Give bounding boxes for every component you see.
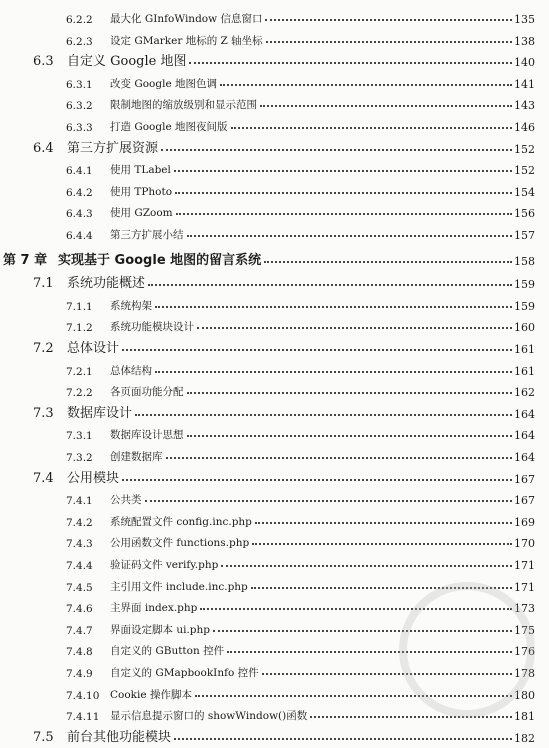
toc-page-number: 176	[514, 645, 535, 659]
toc-title: 系统功能模块设计	[110, 321, 194, 334]
dot-leader	[260, 105, 512, 107]
toc-title: 创建数据库	[110, 451, 163, 463]
toc-page-number: 171	[514, 559, 535, 572]
toc-number: 7.4.3	[66, 538, 93, 551]
toc-number: 7.5	[33, 729, 54, 745]
toc-number: 6.3.2	[66, 100, 93, 113]
toc-page-number: 164	[514, 407, 535, 421]
dot-leader	[220, 84, 512, 86]
toc-section	[0, 134, 535, 156]
dot-leader	[189, 62, 512, 64]
dot-leader	[197, 327, 512, 329]
toc-page-number: 175	[514, 623, 535, 637]
dot-leader	[145, 500, 513, 502]
toc-number: 7.4.9	[66, 668, 93, 680]
toc-chapter	[0, 246, 535, 268]
toc-page-number: 167	[514, 494, 535, 508]
toc-subsection	[0, 550, 535, 572]
toc-subsection	[0, 291, 535, 313]
toc-title: 使用 TPhoto	[110, 185, 173, 198]
toc-number: 6.2.2	[66, 14, 93, 26]
dot-leader	[174, 738, 512, 740]
toc-title: 使用 TLabel	[110, 164, 171, 177]
toc-number: 7.4.1	[66, 495, 93, 508]
toc-page-number: 182	[514, 731, 535, 745]
toc-page-number: 154	[514, 185, 535, 199]
dot-leader	[265, 19, 512, 21]
dot-leader	[174, 170, 512, 172]
toc-page-number: 158	[514, 254, 535, 268]
toc-page-number: 160	[514, 321, 535, 335]
toc-number: 7.2.2	[66, 387, 93, 400]
toc-title: 使用 GZoom	[110, 207, 173, 220]
toc-number: 7.4	[33, 470, 54, 486]
toc-number: 6.4.1	[66, 165, 93, 178]
toc-number: 7.4.10	[66, 689, 100, 702]
toc-page-number: 152	[514, 164, 535, 178]
toc-section	[0, 464, 535, 486]
toc-page-number: 161	[514, 343, 535, 356]
toc-number: 7.4.4	[66, 560, 93, 572]
toc-subsection	[0, 112, 535, 134]
toc-number: 第 7 章	[3, 252, 48, 268]
toc-number: 7.4.5	[66, 581, 93, 594]
toc-title: 公用函数文件 functions.php	[110, 537, 250, 550]
toc-page-number: 180	[514, 688, 535, 702]
toc-page-number: 164	[514, 451, 535, 464]
toc-number: 6.4.4	[66, 230, 93, 242]
toc-subsection	[0, 356, 535, 378]
toc-page-number: 152	[514, 142, 535, 156]
toc-title: 系统配置文件 config.inc.php	[110, 515, 252, 528]
toc-title: 主界面 index.php	[110, 602, 198, 615]
toc-title: 系统功能概述	[67, 276, 146, 292]
toc-title: 公共类	[110, 494, 142, 507]
toc-subsection	[0, 377, 535, 399]
toc-number: 7.4.2	[66, 516, 93, 529]
toc-title: Cookie 操作脚本	[110, 688, 192, 701]
toc-number: 7.2.1	[66, 365, 93, 378]
toc-title: 实现基于 Google 地图的留言系统	[58, 252, 262, 268]
dot-leader	[231, 127, 513, 129]
toc-title: 设定 GMarker 地标的 Z 轴坐标	[110, 34, 263, 47]
dot-leader	[176, 213, 512, 215]
dot-leader	[148, 284, 512, 286]
toc-section	[0, 47, 535, 69]
toc-subsection	[0, 198, 535, 220]
toc-page-number: 164	[514, 429, 535, 443]
dot-leader	[155, 306, 512, 308]
toc-subsection	[0, 4, 535, 26]
toc-subsection	[0, 26, 535, 48]
dot-leader	[122, 479, 512, 481]
toc-section	[0, 334, 535, 356]
toc-page-number: 156	[514, 207, 535, 221]
toc-title: 第三方扩展小结	[110, 229, 184, 241]
toc-number: 6.4	[33, 140, 54, 156]
toc-title: 公用模块	[67, 470, 120, 486]
toc-number: 7.1	[33, 276, 54, 292]
toc-page-number: 162	[514, 386, 535, 400]
toc-title: 自定义的 GMapbookInfo 控件	[110, 667, 259, 679]
dot-leader	[252, 543, 512, 545]
toc-subsection	[0, 528, 535, 550]
toc-title: 各页面功能分配	[110, 386, 184, 399]
dot-leader	[175, 192, 512, 194]
toc-title: 数据库设计	[67, 405, 133, 421]
toc-title: 自定义的 GButton 控件	[110, 645, 225, 658]
toc-number: 7.4.6	[66, 603, 93, 616]
toc-number: 7.4.8	[66, 646, 93, 659]
dot-leader	[161, 149, 512, 151]
toc-number: 6.3	[33, 54, 54, 70]
toc-title: 界面设定脚本 ui.php	[110, 623, 211, 636]
dot-leader	[255, 522, 512, 524]
toc-page-number: 178	[514, 667, 535, 680]
toc-page-number: 141	[514, 77, 535, 91]
dot-leader	[266, 41, 512, 43]
toc-page-number: 138	[514, 34, 535, 48]
dot-leader	[187, 392, 513, 394]
dot-leader	[155, 371, 512, 373]
toc-subsection	[0, 90, 535, 112]
toc-title: 改变 Google 地图色调	[110, 77, 217, 90]
toc-title: 验证码文件 verify.php	[110, 559, 219, 571]
toc-section	[0, 723, 535, 745]
dot-leader	[221, 565, 512, 567]
toc-title: 系统构架	[110, 299, 152, 312]
toc-title: 总体设计	[67, 341, 120, 356]
toc-page-number: 146	[514, 121, 535, 134]
toc-number: 7.3.1	[66, 430, 93, 443]
toc-page-number: 171	[514, 580, 535, 594]
toc-page-number: 143	[514, 99, 535, 113]
toc-section	[0, 399, 535, 421]
toc-title: 显示信息提示窗口的 showWindow()函数	[110, 710, 308, 723]
toc-page-number: 170	[514, 537, 535, 551]
toc-page-number: 173	[514, 602, 535, 616]
toc-page-number: 140	[514, 56, 535, 70]
toc-subsection	[0, 312, 535, 334]
toc-title: 打造 Google 地图夜间版	[110, 121, 228, 133]
toc-subsection	[0, 420, 535, 442]
dot-leader	[135, 414, 512, 416]
toc-subsection	[0, 485, 535, 507]
toc-number: 6.2.3	[66, 35, 93, 48]
toc-page-number: 167	[514, 472, 535, 486]
dot-leader	[187, 235, 513, 237]
toc-number: 7.1.1	[66, 300, 93, 313]
toc-subsection	[0, 69, 535, 91]
toc-number: 6.4.3	[66, 208, 93, 221]
toc-subsection	[0, 155, 535, 177]
dot-leader	[122, 349, 512, 351]
toc-title: 限制地图的缩放级别和显示范围	[110, 99, 257, 112]
dot-leader	[187, 435, 513, 437]
toc-title: 数据库设计思想	[110, 429, 184, 442]
toc-page-number: 157	[514, 229, 535, 242]
toc-number: 6.3.3	[66, 122, 93, 134]
toc-title: 自定义 Google 地图	[67, 54, 187, 70]
toc-number: 7.3	[33, 405, 54, 421]
toc-page-number: 161	[514, 364, 535, 378]
toc-subsection	[0, 220, 535, 242]
toc-title: 第三方扩展资源	[67, 140, 159, 156]
toc-page-number: 135	[514, 13, 535, 26]
toc-section	[0, 269, 535, 291]
toc-number: 7.4.7	[66, 624, 93, 637]
toc-number: 7.2	[33, 341, 54, 356]
toc-subsection	[0, 177, 535, 199]
toc-number: 6.3.1	[66, 78, 93, 91]
toc-page-number: 181	[514, 710, 535, 724]
toc-subsection	[0, 507, 535, 529]
toc-number: 6.4.2	[66, 186, 93, 199]
toc-title: 总体结构	[110, 364, 152, 377]
toc-title: 最大化 GInfoWindow 信息窗口	[110, 13, 263, 25]
toc-page-number: 159	[514, 278, 535, 292]
toc-page-number: 159	[514, 299, 535, 313]
dot-leader	[166, 457, 513, 459]
toc-subsection	[0, 442, 535, 464]
dot-leader	[264, 261, 512, 263]
toc-number: 7.3.2	[66, 452, 93, 464]
toc-number: 7.1.2	[66, 322, 93, 335]
toc-title: 主引用文件 include.inc.php	[110, 580, 248, 593]
toc-title: 前台其他功能模块	[67, 729, 172, 745]
toc-page-number: 169	[514, 515, 535, 529]
toc-number: 7.4.11	[66, 711, 100, 724]
